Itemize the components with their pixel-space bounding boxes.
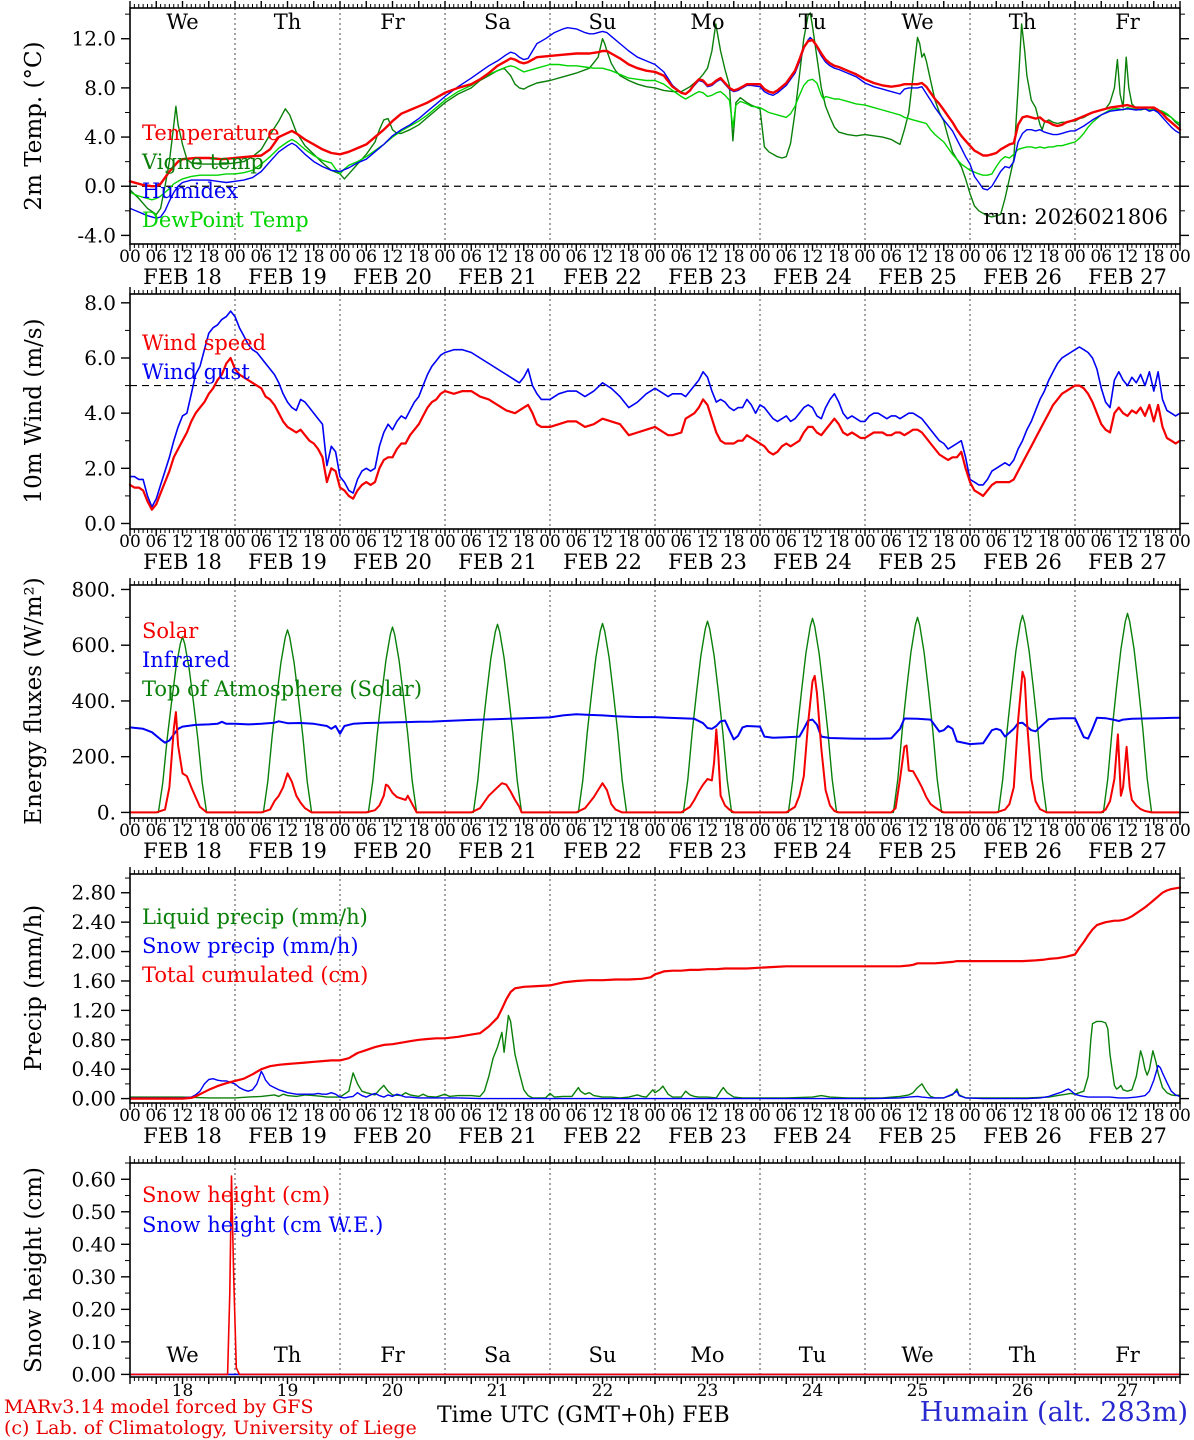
x-hour-label: 06	[985, 1106, 1008, 1126]
x-hour-label: 00	[434, 532, 456, 552]
x-date-label: FEB 18	[143, 1124, 222, 1148]
x-hour-label: 00	[329, 821, 351, 841]
x-hour-label: 12	[696, 247, 719, 267]
x-hour-label: 12	[696, 532, 719, 552]
y-tick-label: 800.	[71, 577, 116, 602]
day-name-label: Sa	[484, 10, 511, 34]
x-hour-label: 06	[250, 821, 273, 841]
legend-snow-precip: Snow precip (mm/h)	[142, 934, 359, 958]
x-date-label: FEB 25	[878, 1124, 957, 1148]
x-hour-label: 06	[985, 821, 1008, 841]
x-hour-label: 00	[224, 821, 246, 841]
x-daynum-label: 19	[276, 1381, 299, 1401]
x-hour-label: 06	[145, 821, 168, 841]
x-hour-label: 00	[434, 247, 456, 267]
x-hour-label: 18	[512, 1106, 535, 1126]
x-hour-label: 06	[1090, 1106, 1113, 1126]
x-hour-label: 12	[381, 247, 404, 267]
x-hour-label: 18	[722, 1106, 745, 1126]
day-name-label: Sa	[484, 1343, 511, 1367]
x-hour-label: 12	[276, 532, 299, 552]
x-date-label: FEB 20	[353, 265, 432, 289]
x-hour-label: 12	[591, 1106, 614, 1126]
y-tick-label: 0.0	[84, 511, 116, 536]
x-hour-label: 18	[407, 247, 430, 267]
x-hour-label: 12	[486, 532, 509, 552]
day-name-label: Th	[273, 1343, 302, 1367]
x-hour-label: 18	[302, 247, 325, 267]
x-hour-label: 00	[959, 1106, 981, 1126]
x-daynum-label: 20	[381, 1381, 404, 1401]
y-tick-label: 200.	[71, 744, 116, 769]
y-tick-label: 0.0	[84, 174, 116, 199]
x-hour-label: 18	[302, 1106, 325, 1126]
x-hour-label: 18	[722, 821, 745, 841]
legend-toa-solar: Top of Atmosphere (Solar)	[142, 677, 423, 701]
x-hour-label: 00	[1064, 821, 1086, 841]
y-tick-label: 6.0	[84, 345, 116, 370]
x-hour-label: 06	[250, 247, 273, 267]
x-hour-label: 00	[644, 247, 666, 267]
x-date-label: FEB 21	[458, 839, 537, 863]
x-hour-label: 00	[224, 532, 246, 552]
x-hour-label: 18	[932, 1106, 955, 1126]
x-hour-label: 12	[381, 532, 404, 552]
x-hour-label: 00	[119, 821, 141, 841]
x-hour-label: 00	[119, 247, 141, 267]
series-top-of-atmosphere-solar	[130, 613, 1180, 812]
x-date-label: FEB 18	[143, 839, 222, 863]
y-tick-label: 0.10	[71, 1329, 116, 1354]
x-hour-label: 00	[644, 1106, 666, 1126]
y-tick-label: 8.0	[84, 290, 116, 315]
day-name-label: Fr	[1115, 10, 1140, 34]
x-hour-label: 12	[276, 821, 299, 841]
y-tick-label: 0.	[96, 800, 116, 825]
x-hour-label: 06	[880, 1106, 903, 1126]
x-hour-label: 00	[959, 821, 981, 841]
x-date-label: FEB 24	[773, 265, 852, 289]
y-tick-label: 12.0	[71, 26, 116, 51]
x-date-label: FEB 23	[668, 550, 747, 574]
x-hour-label: 06	[145, 1106, 168, 1126]
x-hour-label: 06	[775, 532, 798, 552]
x-date-label: FEB 26	[983, 1124, 1062, 1148]
y-tick-label: 8.0	[84, 75, 116, 100]
x-hour-label: 12	[276, 1106, 299, 1126]
x-hour-label: 00	[329, 1106, 351, 1126]
day-name-label: We	[901, 1343, 934, 1367]
x-hour-label: 12	[801, 247, 824, 267]
x-date-label: FEB 25	[878, 265, 957, 289]
x-hour-label: 18	[1142, 821, 1165, 841]
x-date-label: FEB 26	[983, 839, 1062, 863]
x-date-label: FEB 21	[458, 550, 537, 574]
x-hour-label: 00	[539, 1106, 561, 1126]
x-hour-label: 18	[407, 1106, 430, 1126]
x-date-label: FEB 22	[563, 1124, 642, 1148]
x-hour-label: 18	[1037, 1106, 1060, 1126]
x-hour-label: 12	[1011, 247, 1034, 267]
x-hour-label: 18	[197, 532, 220, 552]
day-name-label: Mo	[690, 1343, 725, 1367]
x-daynum-label: 22	[591, 1381, 614, 1401]
x-hour-label: 06	[880, 821, 903, 841]
x-hour-label: 12	[591, 532, 614, 552]
y-axis-title-wind: 10m Wind (m/s)	[21, 318, 47, 504]
x-hour-label: 12	[801, 1106, 824, 1126]
x-hour-label: 00	[329, 247, 351, 267]
x-hour-label: 18	[827, 821, 850, 841]
x-hour-label: 00	[749, 247, 771, 267]
x-hour-label: 00	[1064, 532, 1086, 552]
x-hour-label: 12	[1011, 532, 1034, 552]
x-hour-label: 12	[486, 247, 509, 267]
x-date-label: FEB 18	[143, 265, 222, 289]
x-hour-label: 00	[119, 1106, 141, 1126]
x-hour-label: 18	[932, 821, 955, 841]
x-hour-label: 18	[197, 821, 220, 841]
x-hour-label: 12	[171, 821, 194, 841]
x-hour-label: 00	[329, 532, 351, 552]
x-hour-label: 18	[617, 1106, 640, 1126]
x-date-label: FEB 26	[983, 550, 1062, 574]
x-hour-label: 12	[1116, 1106, 1139, 1126]
x-hour-label: 06	[1090, 821, 1113, 841]
day-name-label: Tu	[798, 1343, 827, 1367]
x-hour-label: 00	[749, 532, 771, 552]
day-name-label: We	[901, 10, 934, 34]
x-hour-label: 00	[959, 247, 981, 267]
x-daynum-label: 26	[1011, 1381, 1034, 1401]
x-hour-label: 00	[539, 247, 561, 267]
x-hour-label: 00	[644, 532, 666, 552]
y-tick-label: 0.30	[71, 1264, 116, 1289]
x-hour-label: 00	[224, 247, 246, 267]
x-date-label: FEB 22	[563, 550, 642, 574]
x-hour-label: 06	[775, 821, 798, 841]
x-hour-label: 00	[1064, 247, 1086, 267]
x-date-label: FEB 20	[353, 550, 432, 574]
x-date-label: FEB 27	[1088, 1124, 1167, 1148]
x-date-label: FEB 25	[878, 550, 957, 574]
x-daynum-label: 21	[486, 1381, 509, 1401]
x-date-label: FEB 18	[143, 550, 222, 574]
x-hour-label: 12	[171, 247, 194, 267]
x-hour-label: 18	[722, 532, 745, 552]
x-hour-label: 06	[775, 1106, 798, 1126]
x-hour-label: 00	[434, 821, 456, 841]
x-date-label: FEB 19	[248, 265, 327, 289]
x-hour-label: 00	[224, 1106, 246, 1126]
x-hour-label: 18	[1037, 821, 1060, 841]
legend-snow-height-we: Snow height (cm W.E.)	[142, 1213, 384, 1237]
x-hour-label: 12	[486, 1106, 509, 1126]
series-infrared	[130, 714, 1180, 744]
x-hour-label: 18	[512, 532, 535, 552]
x-hour-label: 12	[1011, 1106, 1034, 1126]
y-tick-label: 2.40	[71, 910, 116, 935]
x-hour-label: 12	[1116, 247, 1139, 267]
x-hour-label: 00	[749, 1106, 771, 1126]
x-hour-label: 18	[407, 532, 430, 552]
x-hour-label: 18	[827, 1106, 850, 1126]
model-credit: MARv3.14 model forced by GFS	[4, 1396, 314, 1418]
x-hour-label: 06	[145, 532, 168, 552]
x-hour-label: 12	[591, 247, 614, 267]
x-hour-label: 12	[171, 1106, 194, 1126]
x-hour-label: 06	[565, 821, 588, 841]
x-hour-label: 12	[801, 532, 824, 552]
x-date-label: FEB 20	[353, 1124, 432, 1148]
y-tick-label: 0.50	[71, 1199, 116, 1224]
x-hour-label: 06	[565, 532, 588, 552]
x-daynum-label: 23	[696, 1381, 719, 1401]
x-hour-label: 00	[539, 532, 561, 552]
x-date-label: FEB 21	[458, 1124, 537, 1148]
x-hour-label: 12	[1116, 821, 1139, 841]
x-hour-label: 00	[959, 532, 981, 552]
x-date-label: FEB 22	[563, 265, 642, 289]
y-tick-label: 0.20	[71, 1297, 116, 1322]
legend-wind-speed: Wind speed	[142, 331, 267, 355]
x-date-label: FEB 24	[773, 1124, 852, 1148]
x-hour-label: 06	[670, 247, 693, 267]
x-hour-label: 06	[460, 532, 483, 552]
day-name-label: Th	[273, 10, 302, 34]
x-hour-label: 18	[512, 821, 535, 841]
y-tick-label: 1.20	[71, 998, 116, 1023]
x-hour-label: 12	[906, 532, 929, 552]
x-hour-label: 12	[906, 247, 929, 267]
x-hour-label: 06	[460, 1106, 483, 1126]
x-hour-label: 12	[906, 821, 929, 841]
x-hour-label: 18	[512, 247, 535, 267]
x-hour-label: 12	[381, 821, 404, 841]
x-hour-label: 18	[617, 532, 640, 552]
x-date-label: FEB 20	[353, 839, 432, 863]
y-tick-label: 0.00	[71, 1362, 116, 1387]
x-hour-label: 12	[381, 1106, 404, 1126]
x-hour-label: 00	[119, 532, 141, 552]
y-tick-label: 0.40	[71, 1232, 116, 1257]
x-hour-label: 18	[722, 247, 745, 267]
legend-wind-gust: Wind gust	[142, 360, 250, 384]
panel-energy	[71, 577, 1190, 863]
x-hour-label: 06	[355, 247, 378, 267]
y-tick-label: 4.0	[84, 125, 116, 150]
y-axis-title-snow: Snow height (cm)	[21, 1167, 47, 1373]
x-hour-label: 06	[355, 1106, 378, 1126]
x-daynum-label: 25	[906, 1381, 929, 1401]
x-date-label: FEB 24	[773, 550, 852, 574]
x-hour-label: 18	[407, 821, 430, 841]
x-hour-label: 12	[486, 821, 509, 841]
x-daynum-label: 27	[1116, 1381, 1139, 1401]
legend-temperature: Temperature	[142, 121, 280, 145]
x-hour-label: 18	[932, 247, 955, 267]
x-date-label: FEB 26	[983, 265, 1062, 289]
legend-dewpoint-temp: DewPoint Temp	[142, 208, 309, 232]
day-name-label: Su	[588, 10, 617, 34]
x-hour-label: 06	[1090, 532, 1113, 552]
legend-vigne-temp: Vigne temp	[142, 150, 264, 174]
x-date-label: FEB 25	[878, 839, 957, 863]
x-hour-label: 00	[644, 821, 666, 841]
station-label: Humain (alt. 283m)	[919, 1397, 1188, 1428]
x-axis-title: Time UTC (GMT+0h) FEB	[437, 1403, 730, 1428]
day-name-label: Th	[1008, 10, 1037, 34]
legend-infrared: Infrared	[142, 648, 231, 672]
x-hour-label: 06	[355, 821, 378, 841]
y-tick-label: 2.00	[71, 939, 116, 964]
x-date-label: FEB 24	[773, 839, 852, 863]
x-hour-label: 06	[565, 1106, 588, 1126]
x-hour-label: 06	[670, 821, 693, 841]
x-hour-label: 18	[617, 247, 640, 267]
x-hour-label: 06	[355, 532, 378, 552]
x-date-label: FEB 23	[668, 839, 747, 863]
x-hour-label: 06	[775, 247, 798, 267]
x-hour-label: 00	[1169, 1106, 1191, 1126]
x-hour-label: 00	[1169, 247, 1191, 267]
x-date-label: FEB 23	[668, 1124, 747, 1148]
legend-liquid-precip: Liquid precip (mm/h)	[142, 905, 368, 929]
x-date-label: FEB 23	[668, 265, 747, 289]
x-hour-label: 00	[854, 821, 876, 841]
x-hour-label: 18	[1037, 532, 1060, 552]
x-hour-label: 06	[670, 532, 693, 552]
x-hour-label: 18	[302, 532, 325, 552]
legend-solar: Solar	[142, 619, 199, 643]
x-hour-label: 18	[617, 821, 640, 841]
y-tick-label: 2.0	[84, 456, 116, 481]
day-name-label: Su	[588, 1343, 617, 1367]
x-hour-label: 06	[250, 1106, 273, 1126]
x-hour-label: 00	[1064, 1106, 1086, 1126]
day-name-label: Mo	[690, 10, 725, 34]
x-hour-label: 12	[1011, 821, 1034, 841]
x-daynum-label: 18	[171, 1381, 194, 1401]
panel-temp2m	[71, 1, 1190, 289]
x-hour-label: 00	[1169, 532, 1191, 552]
x-hour-label: 00	[434, 1106, 456, 1126]
x-hour-label: 12	[171, 532, 194, 552]
day-name-label: Fr	[380, 1343, 405, 1367]
x-daynum-label: 24	[801, 1381, 824, 1401]
x-hour-label: 18	[932, 532, 955, 552]
x-hour-label: 06	[670, 1106, 693, 1126]
x-date-label: FEB 19	[248, 1124, 327, 1148]
x-hour-label: 12	[1116, 532, 1139, 552]
x-hour-label: 12	[591, 821, 614, 841]
y-tick-label: 400.	[71, 688, 116, 713]
y-axis-title-energy: Energy fluxes (W/m²)	[21, 577, 47, 825]
x-hour-label: 06	[985, 247, 1008, 267]
x-hour-label: 06	[985, 532, 1008, 552]
x-hour-label: 12	[801, 821, 824, 841]
y-axis-title-precip: Precip (mm/h)	[21, 904, 47, 1072]
y-tick-label: 600.	[71, 633, 116, 658]
x-hour-label: 18	[197, 247, 220, 267]
x-hour-label: 12	[276, 247, 299, 267]
day-name-label: Fr	[1115, 1343, 1140, 1367]
x-hour-label: 06	[880, 532, 903, 552]
y-tick-label: 0.80	[71, 1027, 116, 1052]
x-hour-label: 18	[1142, 532, 1165, 552]
x-date-label: FEB 22	[563, 839, 642, 863]
y-tick-label: 2.80	[71, 880, 116, 905]
x-hour-label: 12	[906, 1106, 929, 1126]
x-date-label: FEB 21	[458, 265, 537, 289]
y-tick-label: 0.00	[71, 1086, 116, 1111]
x-hour-label: 00	[539, 821, 561, 841]
x-hour-label: 18	[1037, 247, 1060, 267]
day-name-label: We	[166, 10, 199, 34]
x-date-label: FEB 27	[1088, 839, 1167, 863]
x-hour-label: 06	[460, 821, 483, 841]
copyright-credit: (c) Lab. of Climatology, University of Liege	[4, 1417, 417, 1439]
legend-snow-height: Snow height (cm)	[142, 1183, 331, 1207]
x-hour-label: 06	[565, 247, 588, 267]
x-hour-label: 06	[880, 247, 903, 267]
x-date-label: FEB 27	[1088, 550, 1167, 574]
x-hour-label: 00	[854, 247, 876, 267]
x-hour-label: 18	[827, 247, 850, 267]
x-hour-label: 00	[854, 532, 876, 552]
run-label: run: 2026021806	[983, 205, 1168, 229]
x-hour-label: 06	[250, 532, 273, 552]
x-hour-label: 00	[749, 821, 771, 841]
x-hour-label: 18	[827, 532, 850, 552]
x-hour-label: 00	[1169, 821, 1191, 841]
x-date-label: FEB 27	[1088, 265, 1167, 289]
y-tick-label: 0.40	[71, 1057, 116, 1082]
x-hour-label: 12	[696, 1106, 719, 1126]
y-tick-label: -4.0	[77, 223, 116, 248]
day-name-label: Tu	[798, 10, 827, 34]
x-hour-label: 18	[1142, 247, 1165, 267]
x-hour-label: 18	[302, 821, 325, 841]
x-hour-label: 06	[1090, 247, 1113, 267]
y-tick-label: 1.60	[71, 968, 116, 993]
x-hour-label: 18	[197, 1106, 220, 1126]
day-name-label: We	[166, 1343, 199, 1367]
y-axis-title-temp: 2m Temp. (°C)	[21, 41, 47, 211]
legend-total-cumulated: Total cumulated (cm)	[142, 963, 369, 987]
x-hour-label: 18	[1142, 1106, 1165, 1126]
x-hour-label: 06	[145, 247, 168, 267]
x-date-label: FEB 19	[248, 839, 327, 863]
day-name-label: Fr	[380, 10, 405, 34]
x-hour-label: 12	[696, 821, 719, 841]
x-hour-label: 00	[854, 1106, 876, 1126]
legend-humidex: Humidex	[142, 179, 239, 203]
x-date-label: FEB 19	[248, 550, 327, 574]
y-tick-label: 4.0	[84, 401, 116, 426]
day-name-label: Th	[1008, 1343, 1037, 1367]
y-tick-label: 0.60	[71, 1167, 116, 1192]
x-hour-label: 06	[460, 247, 483, 267]
